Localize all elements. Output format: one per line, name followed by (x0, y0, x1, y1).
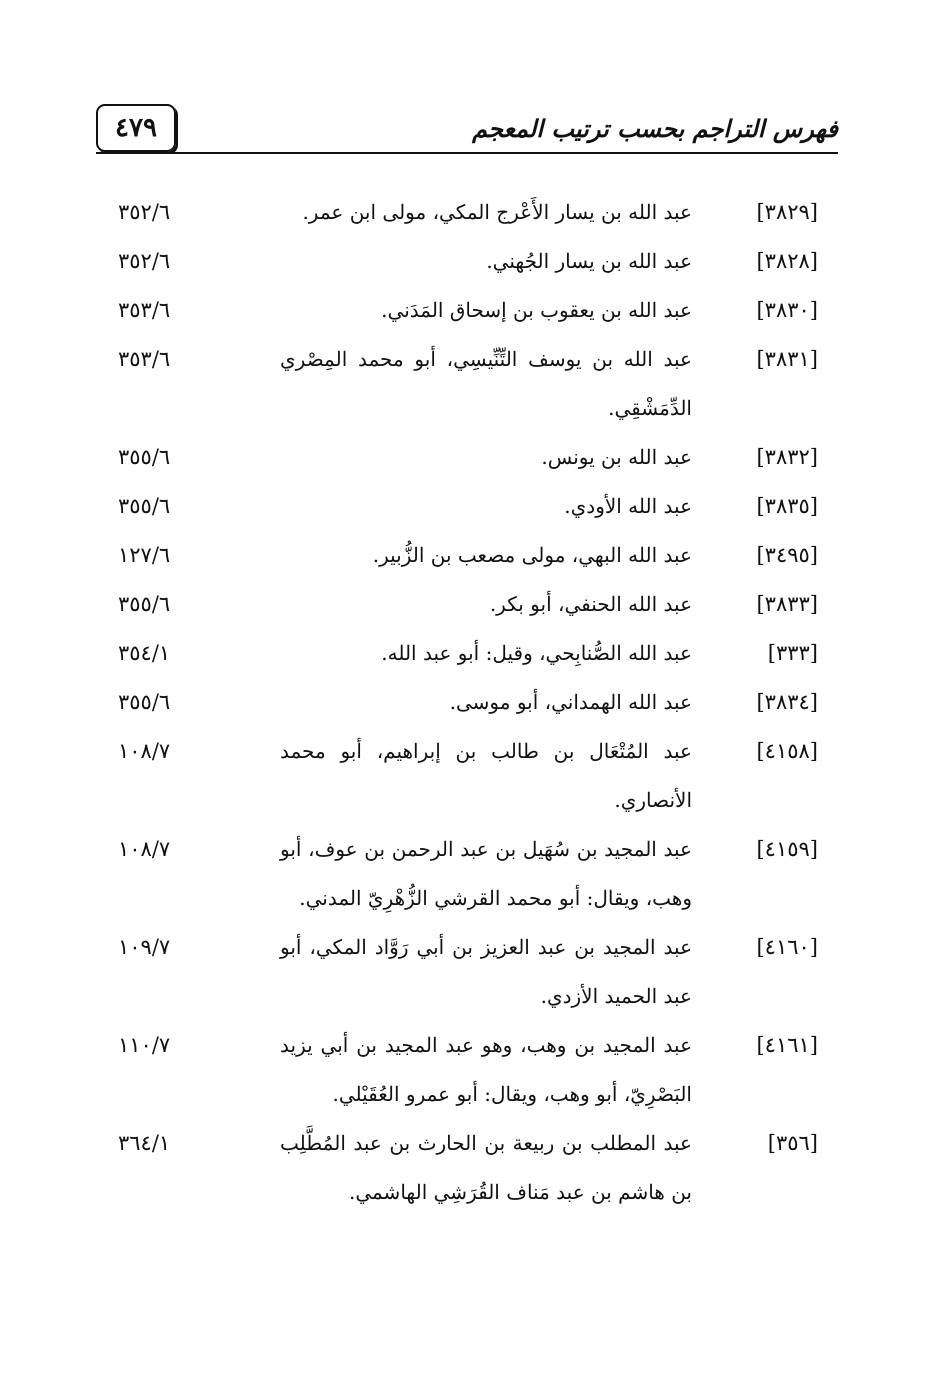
index-entry (96, 286, 838, 335)
entry-number: [٣٨٣١] (756, 347, 818, 371)
entry-reference: ٣٥٥/٦ (118, 690, 171, 714)
index-entry (96, 335, 838, 433)
index-entry (96, 580, 838, 629)
header-rule (96, 152, 838, 154)
entry-name: عبد الله الهمداني، أبو موسى. (449, 690, 692, 714)
entry-reference: ١١٠/٧ (118, 1033, 171, 1057)
entry-name: عبد الله الأودي. (564, 494, 692, 518)
entry-reference: ٣٦٤/١ (118, 1131, 171, 1155)
index-entries (96, 188, 838, 1217)
entry-name: عبد الله الصُّنابِحي، وقيل: أبو عبد الله. (381, 641, 692, 665)
entry-reference: ٣٥٥/٦ (118, 445, 171, 469)
index-entry (96, 482, 838, 531)
entry-name: عبد الله بن يسار الجُهني. (486, 249, 692, 273)
entry-reference: ٣٥٣/٦ (118, 298, 171, 322)
entry-reference: ٣٥٢/٦ (118, 249, 171, 273)
index-entry (96, 678, 838, 727)
entry-name: عبد الله بن يسار الأَعْرج المكي، مولى ابن عمر. (302, 200, 692, 224)
index-entry (96, 433, 838, 482)
entry-number: [٣٨٢٩] (756, 200, 818, 224)
entry-name: عبد الله البهي، مولى مصعب بن الزُّبير. (372, 543, 692, 567)
page-number: ٤٧٩ (96, 104, 176, 152)
entry-reference: ٣٥٢/٦ (118, 200, 171, 224)
entry-reference: ٣٥٥/٦ (118, 592, 171, 616)
entry-number: [٣٨٣٢] (756, 445, 818, 469)
index-entry (96, 923, 838, 1021)
entry-number: [٤١٥٨] (756, 739, 818, 763)
entry-number: [٤١٦١] (756, 1033, 818, 1057)
entry-number: [٤١٥٩] (756, 837, 818, 861)
entry-name: عبد الله بن يونس. (541, 445, 692, 469)
entry-reference: ١٠٨/٧ (118, 739, 171, 763)
entry-name: عبد الله بن يعقوب بن إسحاق المَدَني. (381, 298, 692, 322)
index-entry (96, 825, 838, 923)
entry-reference: ١٠٨/٧ (118, 837, 171, 861)
entry-number: [٣٨٣٥] (756, 494, 818, 518)
entry-name: عبد المطلب بن ربيعة بن الحارث بن عبد المُطَّلِب بن هاشم بن عبد مَناف القُرَشِي الهاشمي. (280, 1131, 692, 1204)
entry-reference: ٣٥٣/٦ (118, 347, 171, 371)
entry-reference: ٣٥٤/١ (118, 641, 171, 665)
index-entry (96, 1119, 838, 1217)
entry-name: عبد المُتْعَال بن طالب بن إبراهيم، أبو محمد الأنصاري. (280, 739, 692, 812)
entry-name: عبد الله الحنفي، أبو بكر. (489, 592, 692, 616)
entry-number: [٣٨٣٣] (756, 592, 818, 616)
entry-number: [٣٤٩٥] (756, 543, 818, 567)
entry-reference: ١٠٩/٧ (118, 935, 171, 959)
index-entry (96, 531, 838, 580)
entry-name: عبد الله بن يوسف التِّنِّيسِي، أبو محمد المِصْري الدِّمَشْقِي. (280, 347, 692, 420)
page-header (96, 104, 838, 154)
entry-name: عبد المجيد بن وهب، وهو عبد المجيد بن أبي يزيد البَصْرِيّ، أبو وهب، ويقال: أبو عمرو العُقَيْلي. (280, 1033, 692, 1106)
index-entry (96, 237, 838, 286)
entry-number: [٤١٦٠] (756, 935, 818, 959)
entry-number: [٣٣٣] (767, 641, 818, 665)
index-entry (96, 727, 838, 825)
index-entry (96, 629, 838, 678)
entry-number: [٣٥٦] (767, 1131, 818, 1155)
entry-number: [٣٨٣٠] (756, 298, 818, 322)
index-entry (96, 1021, 838, 1119)
entry-reference: ٣٥٥/٦ (118, 494, 171, 518)
entry-number: [٣٨٢٨] (756, 249, 818, 273)
entry-name: عبد المجيد بن سُهَيل بن عبد الرحمن بن عوف، أبو وهب، ويقال: أبو محمد القرشي الزُّهْرِيّ المدني. (280, 837, 692, 910)
entry-reference: ١٢٧/٦ (118, 543, 171, 567)
index-entry (96, 188, 838, 237)
entry-number: [٣٨٣٤] (756, 690, 818, 714)
entry-name: عبد المجيد بن عبد العزيز بن أبي رَوَّاد المكي، أبو عبد الحميد الأزدي. (280, 935, 692, 1008)
running-title: فهرس التراجم بحسب ترتيب المعجم (472, 114, 838, 143)
